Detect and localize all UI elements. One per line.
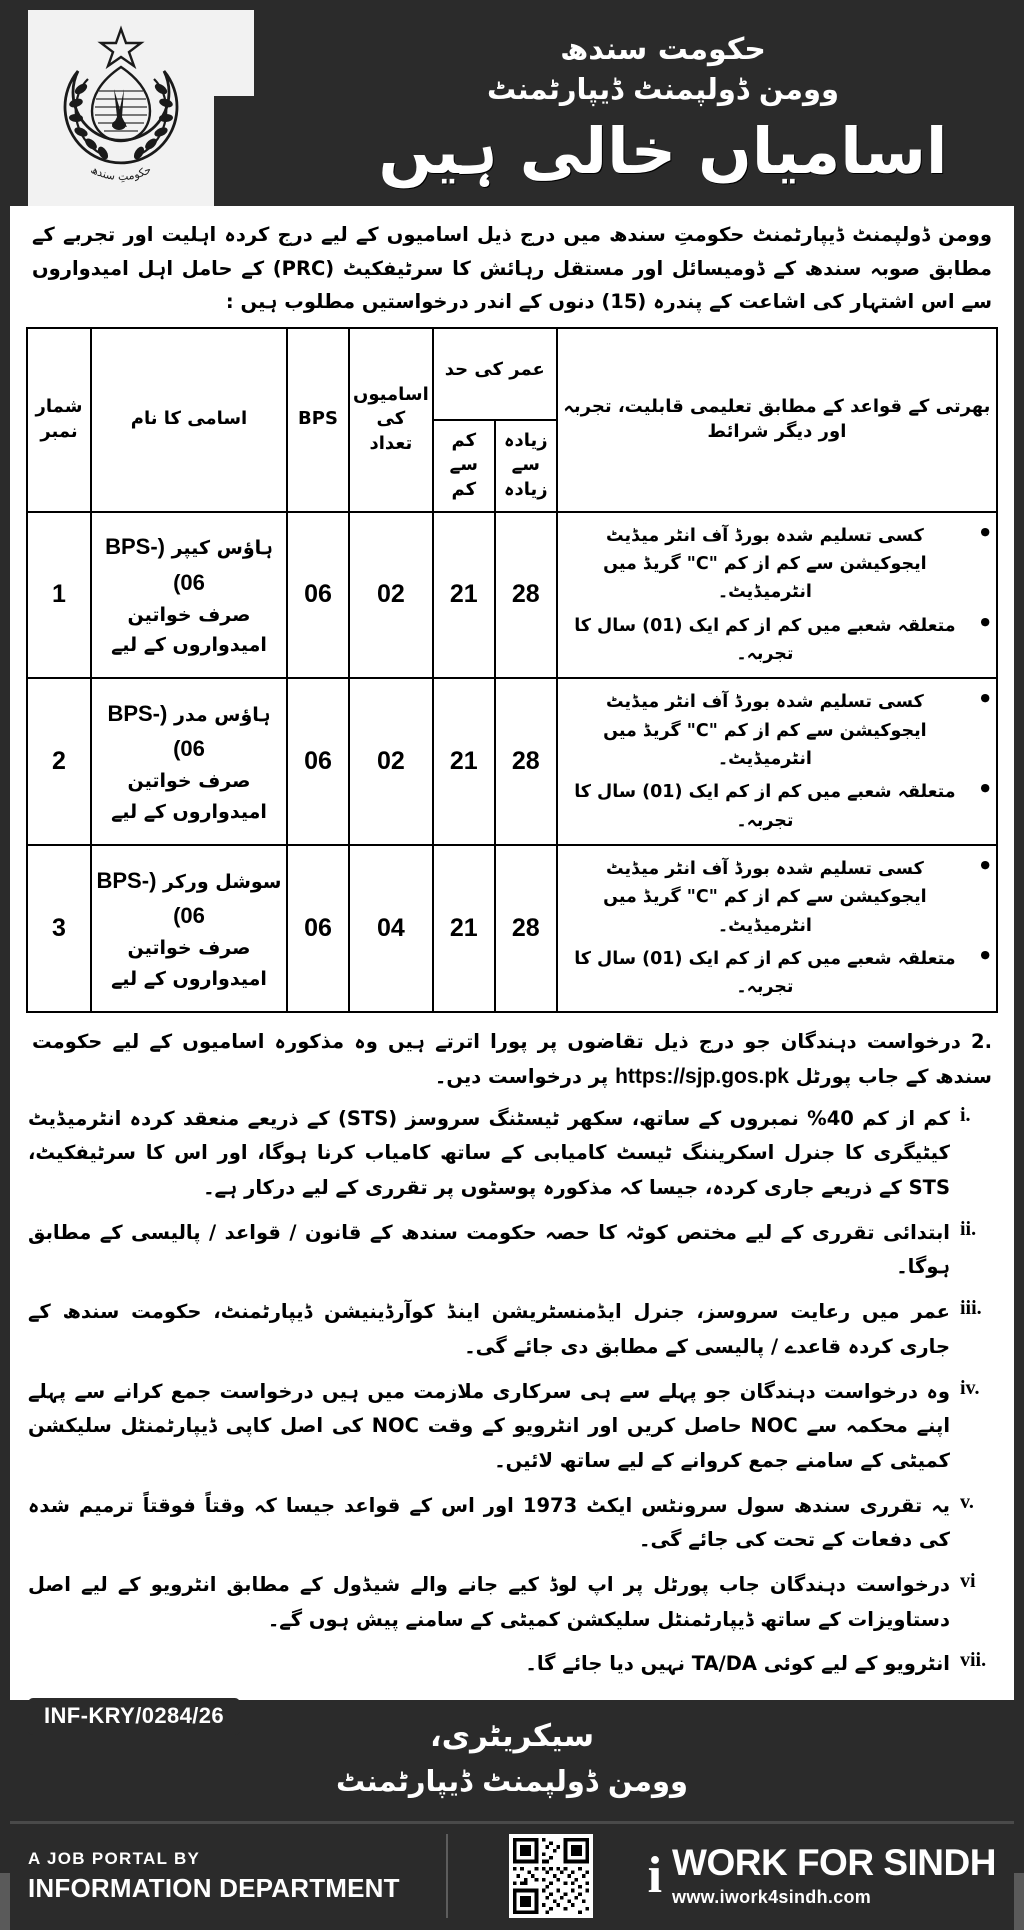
intro-paragraph: وومن ڈولپمنٹ ڈیپارٹمنٹ حکومتِ سندھ میں درج ذیل اسامیوں کے لیے درج کردہ اہلیت اور تجربے کے مطابق صوبہ سندھ کے ڈومیسائل اور مستقل رہائش کا سرٹیفکیٹ (PRC) کے حامل اہل امیدواروں سے اس اشتہار کی اشاعت کے پندرہ (15) دنوں کے اندر درخواستیں مطلوب ہیں : bbox=[32, 223, 992, 314]
post-title: ہاؤس کیپر bbox=[171, 537, 273, 560]
list-item: ● کسی تسلیم شدہ بورڈ آف انٹر میڈیٹ ایجوکیشن سے کم از کم "C" گریڈ میں انٹرمیڈیٹ۔ bbox=[561, 855, 973, 940]
post-bps-tag: (BPS-06) bbox=[105, 534, 205, 595]
list-item: ● کسی تسلیم شدہ بورڈ آف انٹر میڈیٹ ایجوکیشن سے کم از کم "C" گریڈ میں انٹرمیڈیٹ۔ bbox=[561, 688, 973, 773]
condition-item bbox=[28, 1568, 996, 1637]
condition-marker: i. bbox=[960, 1103, 971, 1126]
condition-item bbox=[28, 1295, 996, 1364]
cell-age-min: 21 bbox=[433, 678, 495, 845]
list-item: ● متعلقہ شعبے میں کم از کم ایک (01) سال کا تجربہ۔ bbox=[561, 778, 973, 835]
post-bps-tag: (BPS-06) bbox=[96, 867, 205, 928]
header-bps: BPS bbox=[287, 328, 349, 512]
cell-age-max: 28 bbox=[495, 845, 557, 1012]
condition-marker: vii. bbox=[960, 1649, 987, 1672]
condition-marker: v. bbox=[960, 1490, 974, 1513]
post-title-line bbox=[95, 529, 283, 599]
qualification-list bbox=[561, 688, 993, 835]
jobs-table bbox=[26, 327, 998, 1013]
department-line: وومن ڈولپمنٹ ڈیپارٹمنٹ bbox=[486, 71, 840, 106]
cell-age-max: 28 bbox=[495, 512, 557, 679]
cell-serial-number: 2 bbox=[27, 678, 91, 845]
portal-provider bbox=[28, 1849, 400, 1904]
table-row bbox=[27, 678, 997, 845]
list-item: ● متعلقہ شعبے میں کم از کم ایک (01) سال کا تجربہ۔ bbox=[561, 945, 973, 1002]
cell-age-max: 28 bbox=[495, 678, 557, 845]
header-age-group bbox=[433, 328, 557, 420]
advertisement-header bbox=[10, 10, 1014, 206]
table-row bbox=[27, 845, 997, 1012]
jobs-table-wrapper bbox=[10, 327, 1014, 1013]
condition-marker: vi bbox=[960, 1570, 976, 1593]
condition-text: ابتدائی تقرری کے لیے مختص کوٹہ کا حصہ حکومت سندھ کے قانون / قواعد / پالیسی کے مطابق ہوگا۔ bbox=[28, 1220, 950, 1279]
signatory-department: وومن ڈولپمنٹ ڈیپارٹمنٹ bbox=[335, 1764, 689, 1799]
header-age-min: کم سے کم bbox=[433, 420, 495, 512]
condition-item bbox=[28, 1102, 996, 1206]
cell-post-name bbox=[91, 845, 287, 1012]
cell-post-count: 02 bbox=[349, 512, 433, 679]
post-title: ہاؤس مدر bbox=[173, 704, 271, 727]
list-item: ● متعلقہ شعبے میں کم از کم ایک (01) سال کا تجربہ۔ bbox=[561, 612, 973, 669]
cell-serial-number: 1 bbox=[27, 512, 91, 679]
condition-text: انٹرویو کے لیے کوئی TA/DA نہیں دیا جائے گا۔ bbox=[525, 1652, 950, 1676]
signatory-designation: سیکریٹری، bbox=[429, 1718, 595, 1755]
portal-provider-caption: A JOB PORTAL BY bbox=[28, 1848, 201, 1868]
header-post-name: اسامی کا نام bbox=[91, 328, 287, 512]
table-row bbox=[27, 512, 997, 679]
cell-qualification bbox=[557, 512, 997, 679]
iwork-brand-title: WORK FOR SINDH bbox=[672, 1842, 996, 1884]
cell-bps: 06 bbox=[287, 678, 349, 845]
list-item: ● کسی تسلیم شدہ بورڈ آف انٹر میڈیٹ ایجوکیشن سے کم از کم "C" گریڈ میں انٹرمیڈیٹ۔ bbox=[561, 522, 973, 607]
condition-text: عمر میں رعایت سروسز، جنرل ایڈمنسٹریشن اینڈ کوآرڈینیشن ڈیپارٹمنٹ، حکومت سندھ کے جاری کردہ قاعدے / پالیسی کے مطابق دی جائے گی۔ bbox=[28, 1300, 950, 1358]
qr-code[interactable] bbox=[509, 1834, 593, 1918]
header-text-group bbox=[10, 10, 1014, 206]
table-header-row-top bbox=[27, 328, 997, 420]
condition-text: درخواست دہندگان جاب پورٹل پر اپ لوڈ کیے جانے والے شیڈول کے مطابق انٹرویو کے لیے اصل دستاویزات کے ساتھ ڈیپارٹمنٹل سلیکشن کمیٹی کے سامنے پیش ہوں گے۔ bbox=[28, 1573, 950, 1631]
post-bps-tag: (BPS-06) bbox=[107, 701, 205, 762]
portal-note bbox=[10, 1013, 1014, 1098]
cell-bps: 06 bbox=[287, 512, 349, 679]
condition-marker: iii. bbox=[960, 1297, 982, 1320]
table-body bbox=[27, 512, 997, 1012]
inf-reference-number: INF-KRY/0284/26 bbox=[28, 1698, 240, 1735]
header-serial-number: شمار نمبر bbox=[27, 328, 91, 512]
cell-qualification bbox=[557, 678, 997, 845]
condition-text: کم از کم 40% نمبروں کے ساتھ، سکھر ٹیسٹنگ سروسز (STS) کے ذریعے منعقد کردہ انٹرمیڈیٹ کیٹیگری کا جنرل اسکریننگ ٹیسٹ کامیابی کے ساتھ کامیاب کرنا ہوگا، اور اس کا سرٹیفکیٹ، STS کے ذریعے جاری کردہ، جیسا کہ مذکورہ پوسٹوں پر تقرری کے لیے درکار ہے۔ bbox=[28, 1106, 950, 1200]
qualification-list bbox=[561, 855, 993, 1002]
condition-item bbox=[28, 1375, 996, 1479]
footer-bar bbox=[10, 1821, 1014, 1930]
post-eligibility-note: صرف خواتین امیدواروں کے لیے bbox=[111, 603, 267, 657]
header-post-count: اسامیوں کی تعداد bbox=[349, 328, 433, 512]
government-line: حکومت سندھ bbox=[560, 32, 766, 68]
header-age-max: زیادہ سے زیادہ bbox=[495, 420, 557, 512]
svg-text:حکومتِ سندھ: حکومتِ سندھ bbox=[88, 162, 154, 184]
portal-provider-name: INFORMATION DEPARTMENT bbox=[28, 1872, 400, 1903]
cell-age-min: 21 bbox=[433, 845, 495, 1012]
cell-serial-number: 3 bbox=[27, 845, 91, 1012]
condition-item bbox=[28, 1647, 996, 1682]
condition-marker: ii. bbox=[960, 1217, 977, 1240]
cell-post-name bbox=[91, 512, 287, 679]
job-portal-link[interactable]: https://sjp.gos.pk bbox=[615, 1064, 789, 1088]
post-eligibility-note: صرف خواتین امیدواروں کے لیے bbox=[111, 770, 267, 823]
cell-qualification bbox=[557, 845, 997, 1012]
header-qualification: بھرتی کے قواعد کے مطابق تعلیمی قابلیت، تجربہ اور دیگر شرائط bbox=[557, 328, 997, 512]
condition-item bbox=[28, 1216, 996, 1285]
inf-zone bbox=[10, 1696, 1014, 1729]
iwork-i-icon: i bbox=[647, 1846, 663, 1904]
qualification-list bbox=[561, 522, 993, 669]
footer-divider bbox=[446, 1834, 448, 1918]
condition-text: یہ تقرری سندھ سول سرونٹس ایکٹ 1973 اور اس کے قواعد جیسا کہ وقتاً فوقتاً ترمیم شدہ کی دفعات کے تحت کی جائے گی۔ bbox=[28, 1493, 950, 1552]
header-age-group-label: عمر کی حد bbox=[444, 359, 545, 381]
iwork-brand-words bbox=[672, 1844, 996, 1908]
conditions-list bbox=[10, 1098, 1014, 1697]
cell-post-count: 04 bbox=[349, 845, 433, 1012]
portal-note-text-before: .2 درخواست دہندگان جو درج ذیل تقاضوں پر پورا اترتے ہیں وہ مذکورہ اسامیوں کے لیے حکومت سندھ کے جاب پورٹل bbox=[32, 1029, 992, 1088]
post-title-line bbox=[95, 863, 283, 933]
post-title-line bbox=[95, 696, 283, 766]
condition-item bbox=[28, 1489, 996, 1558]
table-header bbox=[27, 328, 997, 512]
post-title: سوشل ورکر bbox=[163, 870, 282, 893]
cell-bps: 06 bbox=[287, 845, 349, 1012]
cell-age-min: 21 bbox=[433, 512, 495, 679]
cell-post-name bbox=[91, 678, 287, 845]
condition-text: وہ درخواست دہندگان جو پہلے سے ہی سرکاری ملازمت میں ہیں درخواست جمع کرانے سے پہلے اپنے محکمہ سے NOC حاصل کریں اور انٹرویو کے وقت NOC کی اصل کاپی ڈیپارٹمنٹل سلیکشن کمیٹی کے سامنے جمع کروانے کے لیے ساتھ لائیں۔ bbox=[28, 1379, 950, 1472]
iwork-brand-url[interactable]: www.iwork4sindh.com bbox=[672, 1887, 872, 1908]
iwork-brand bbox=[648, 1844, 996, 1908]
portal-note-text-after: پر درخواست دیں۔ bbox=[434, 1064, 609, 1088]
page-title: اسامیاں خالی ہیں bbox=[378, 114, 948, 188]
condition-marker: iv. bbox=[960, 1376, 980, 1399]
cell-post-count: 02 bbox=[349, 678, 433, 845]
post-eligibility-note: صرف خواتین امیدواروں کے لیے bbox=[111, 937, 267, 990]
